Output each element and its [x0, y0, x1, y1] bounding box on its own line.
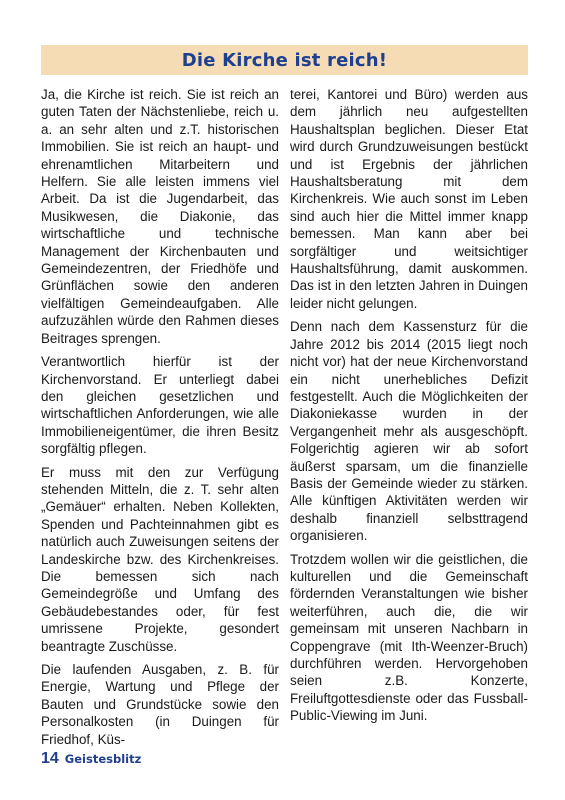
page-number: 14: [41, 750, 59, 767]
page-footer: [41, 750, 141, 768]
left-column: [41, 86, 279, 746]
paragraph: Ja, die Kirche ist reich. Sie ist reich an guten Taten der Nächstenliebe, reich u. a. an sehr alten und z.T. historischen Immobilien. Sie ist reich an haupt- und ehrenamtlichen Mitarbeitern und Helfern. Sie alle leisten immens viel Arbeit. Da ist die Jugendarbeit, das Musikwesen, die Diakonie, das wirtschaftliche und technische Management der Kirchenbauten und Gemeindezentren, der Friedhöfe und Grünflächen sowie den anderen vielfältigen Gemeindeaufgaben. Alle aufzuzählen würde den Rahmen dieses Beitrages sprengen.: [41, 87, 279, 346]
paragraph: Trotzdem wollen wir die geistlichen, die kulturellen und die Gemeinschaft fördernden Veranstaltungen wie bisher weiterführen, auch die, die wir gemeinsam mit unseren Nachbarn in Coppengrave (mit Ith-Weenzer-Bruch) durchführen werden. Hervorgehoben seien z.B. Konzerte, Freiluftgottesdienste oder das Fussball-Public-Viewing im Juni.: [290, 551, 528, 724]
paragraph: Er muss mit den zur Verfügung stehenden Mitteln, die z. T. sehr alten „Gemäuer“ erhalten. Neben Kollekten, Spenden und Pachteinnahmen gibt es natürlich auch Zuweisungen seitens der Landeskirche bzw. des Kirchenkreises. Die bemessen sich nach Gemeindegröße und Umfang des Gebäudebestandes oder, für fest umrissene Projekte, gesondert beantragte Zuschüsse.: [41, 464, 279, 654]
title-banner: [41, 45, 528, 75]
article-title: Die Kirche ist reich!: [181, 49, 388, 71]
paragraph: Die laufenden Ausgaben, z. B. für Energie, Wartung und Pflege der Bauten und Grundstücke sowie den Personalkosten (in Duingen für Friedhof, Küs-: [41, 662, 279, 747]
article-body: [41, 86, 528, 746]
paragraph: Verantwortlich hierfür ist der Kirchenvorstand. Er unterliegt dabei den gleichen gesetzlichen und wirtschaftlichen Anforderungen, wie alle Immobilieneigentümer, die ihren Besitz sorgfältig pflegen.: [41, 354, 279, 457]
paragraph: Denn nach dem Kassensturz für die Jahre 2012 bis 2014 (2015 liegt noch nicht vor) hat der neue Kirchenvorstand ein nicht unerhebliches Defizit festgestellt. Auch die Möglichkeiten der Diakoniekasse wurden in der Vergangenheit mehr als ausgeschöpft. Folgerichtig agieren wir ab sofort äußerst sparsam, um die finanzielle Basis der Gemeinde wieder zu stärken. Alle künftigen Aktivitäten werden wir deshalb finanziell selbsttragend organisieren.: [290, 319, 528, 544]
publication-name: Geistesblitz: [64, 752, 142, 766]
right-column: [290, 86, 528, 746]
paragraph: terei, Kantorei und Büro) werden aus dem jährlich neu aufgestellten Haushaltsplan beglichen. Dieser Etat wird durch Grundzuweisungen bestückt und ist Ergebnis der jährlichen Haushaltsberatung mit dem Kirchenkreis. Wie auch sonst im Leben sind auch hier die Mittel immer knapp bemessen. Man kann aber bei sorgfältiger und weitsichtiger Haushaltsführung, damit auskommen. Das ist in den letzten Jahren in Duingen leider nicht gelungen.: [290, 87, 528, 311]
